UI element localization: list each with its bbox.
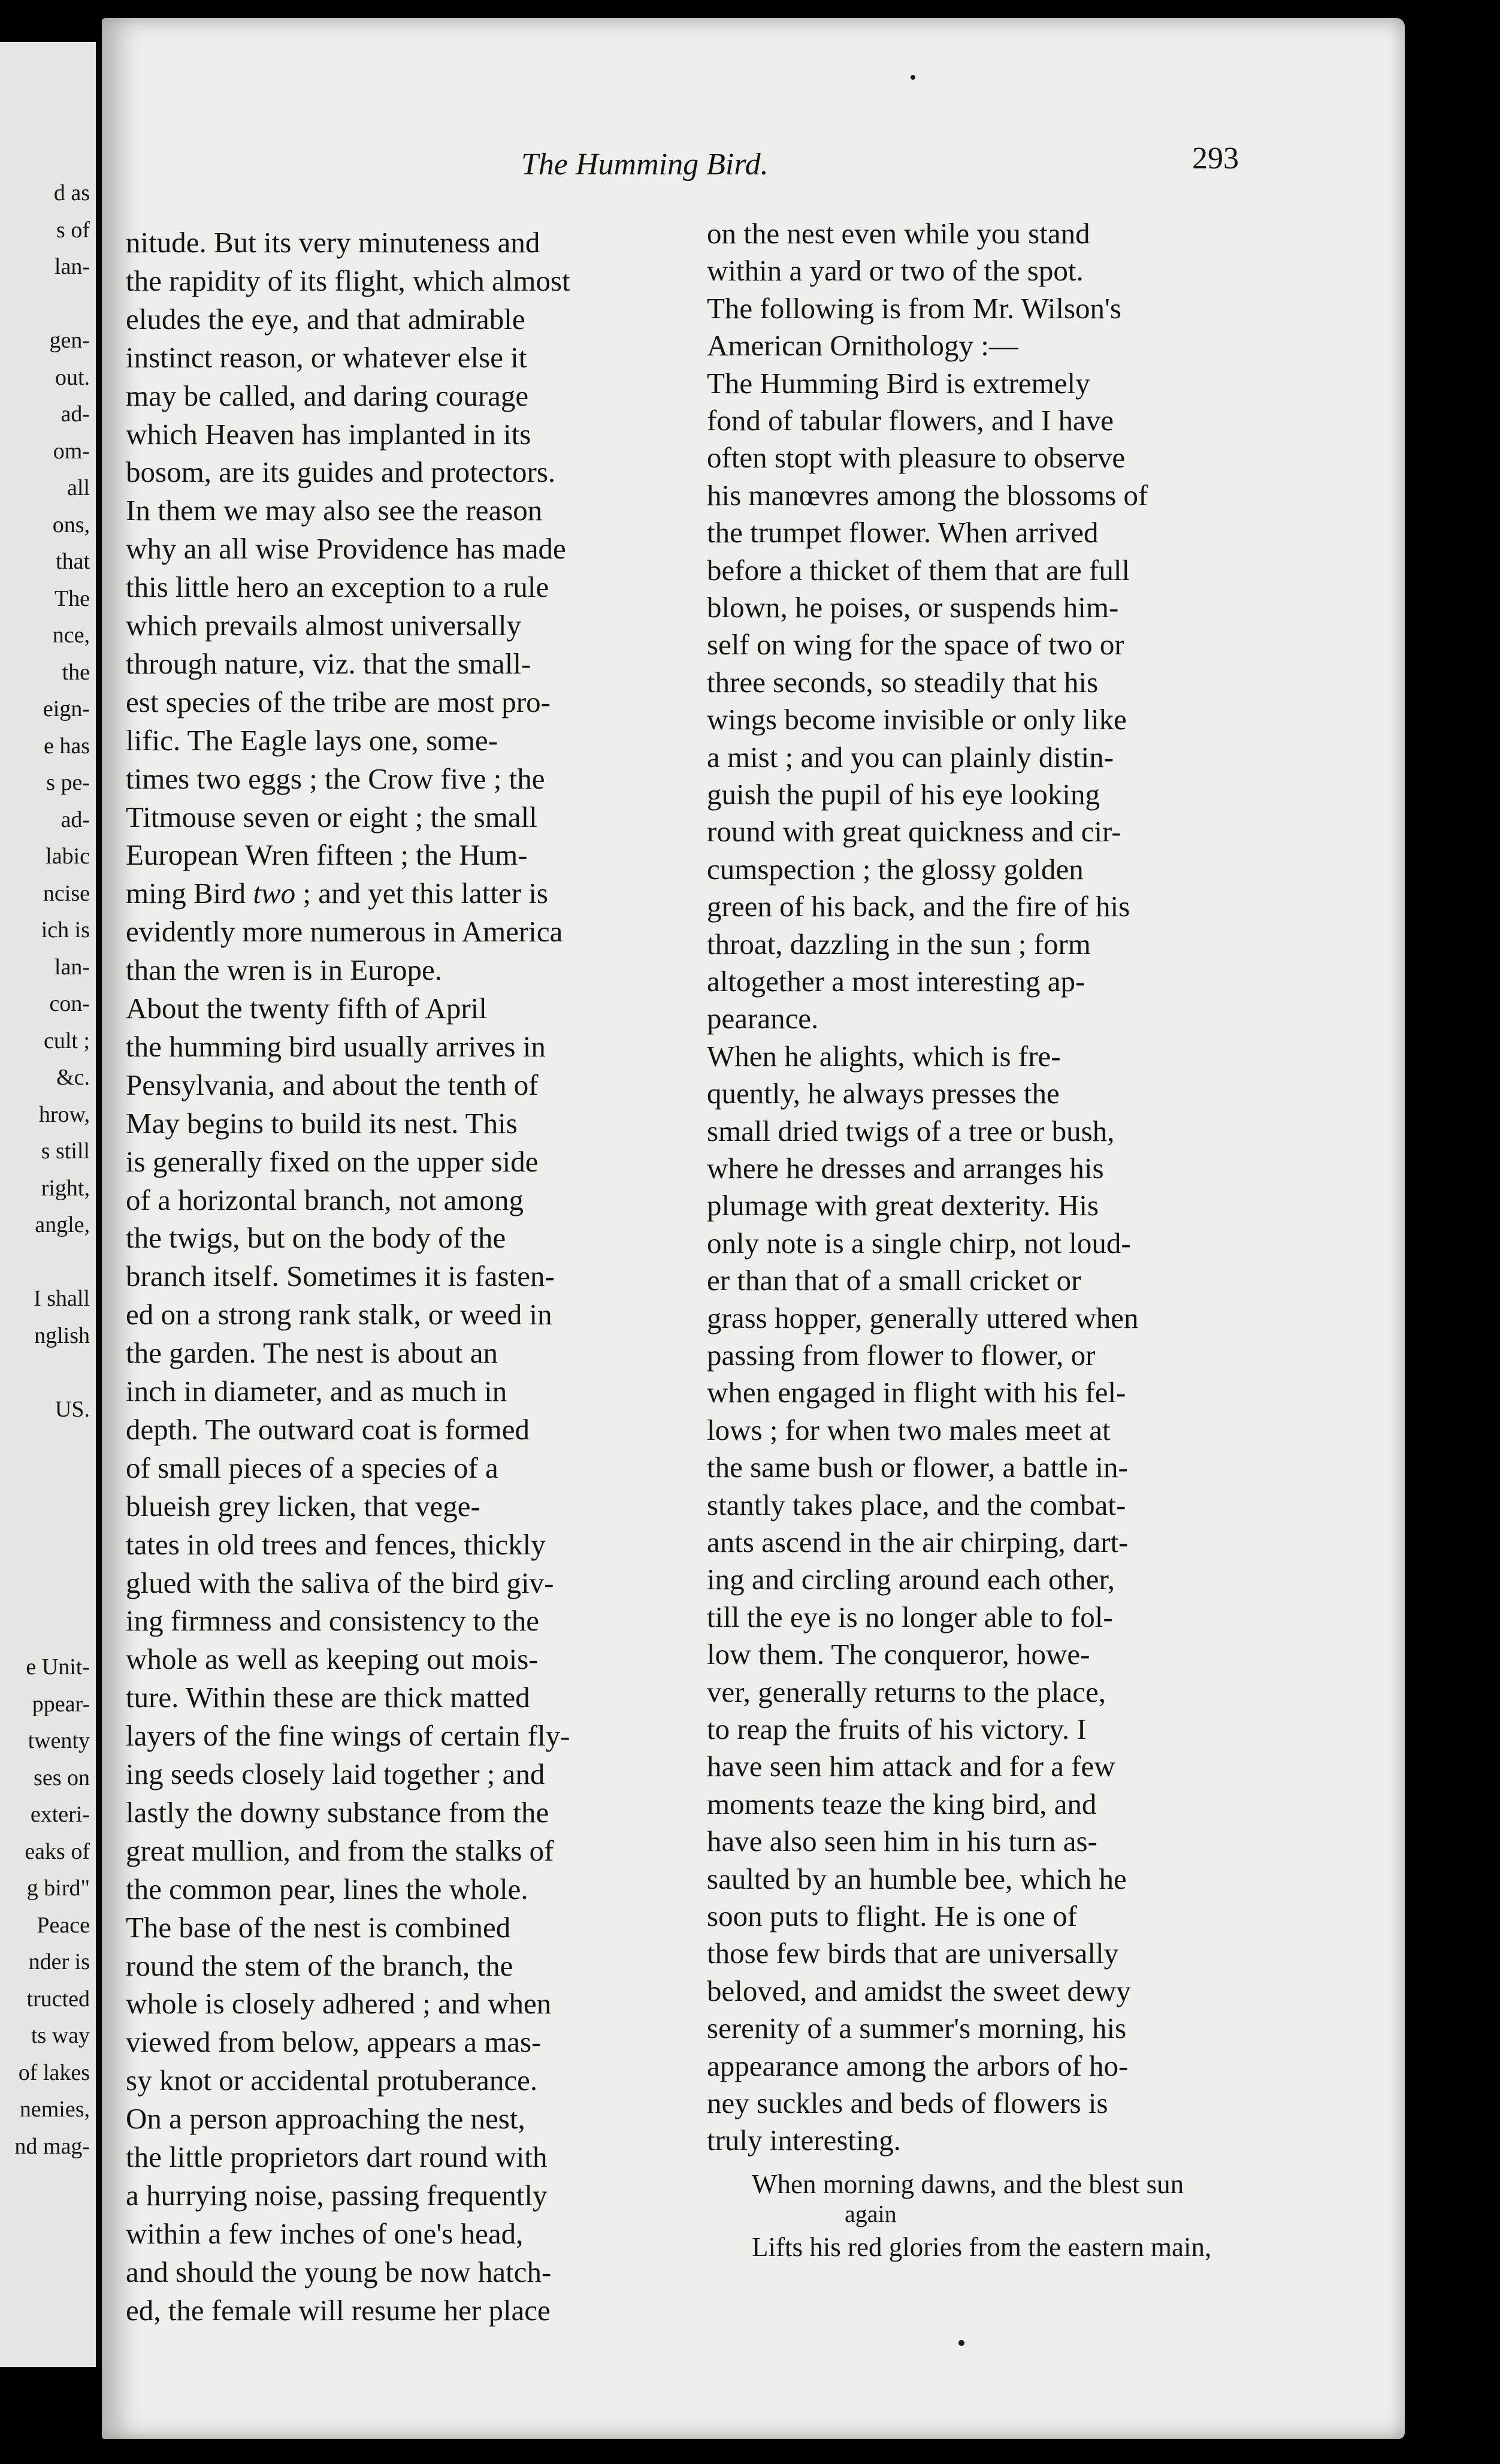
right-column-line: stantly takes place, and the combat- xyxy=(707,1488,1126,1521)
right-column-line: When he alights, which is fre- xyxy=(707,1039,1061,1073)
italic-word: two xyxy=(253,877,296,910)
facing-page-line: nemies, xyxy=(19,2097,90,2122)
right-column-line: cumspection ; the glossy golden xyxy=(707,852,1084,886)
left-column-line: may be called, and daring courage xyxy=(126,379,529,412)
right-column-line: self on wing for the space of two or xyxy=(707,628,1124,662)
running-title: The Humming Bird. xyxy=(521,147,769,182)
facing-page-line: ich is xyxy=(41,917,90,943)
facing-page-line: of lakes xyxy=(18,2060,90,2085)
left-column-line: Titmouse seven or eight ; the small xyxy=(126,800,537,834)
left-column-line: tates in old trees and fences, thickly xyxy=(126,1527,546,1561)
left-column-line: is generally fixed on the upper side xyxy=(126,1145,539,1178)
left-column-line: round the stem of the branch, the xyxy=(126,1949,513,1982)
facing-page-line: Peace xyxy=(37,1912,90,1938)
left-column-line: whole is closely adhered ; and when xyxy=(126,1987,552,2021)
right-column-line: within a yard or two of the spot. xyxy=(707,254,1084,288)
right-column-line: quently, he always presses the xyxy=(707,1077,1060,1110)
left-column-line: viewed from below, appears a mas- xyxy=(126,2025,542,2059)
right-column-line: his manœvres among the blossoms of xyxy=(707,478,1148,512)
facing-page-line: nd mag- xyxy=(14,2133,90,2159)
right-column-line: ants ascend in the air chirping, dart- xyxy=(707,1526,1129,1559)
facing-page-line: g bird" xyxy=(26,1876,90,1901)
right-column-line: wings become invisible or only like xyxy=(707,703,1127,736)
poem-line-1-continuation: again xyxy=(845,2200,897,2227)
right-column-line: throat, dazzling in the sun ; form xyxy=(707,927,1091,961)
left-column-line: of a horizontal branch, not among xyxy=(126,1183,524,1216)
left-column-line: whole as well as keeping out mois- xyxy=(126,1642,539,1676)
facing-page-line: out. xyxy=(55,364,90,390)
facing-page-line: nglish xyxy=(34,1322,90,1348)
right-column-line: only note is a single chirp, not loud- xyxy=(707,1226,1131,1260)
left-column-line: On a person approaching the nest, xyxy=(126,2102,525,2136)
right-column-line: passing from flower to flower, or xyxy=(707,1339,1096,1372)
right-column-line: green of his back, and the fire of his xyxy=(707,890,1130,923)
left-column-line: sy knot or accidental protuberance. xyxy=(126,2064,538,2097)
facing-page-line: s pe- xyxy=(46,770,90,795)
book-page xyxy=(102,18,1405,2439)
right-column-line: saulted by an humble bee, which he xyxy=(707,1862,1127,1895)
left-column-line: within a few inches of one's head, xyxy=(126,2217,524,2250)
left-column-line: evidently more numerous in America xyxy=(126,915,563,949)
left-column-line: the humming bird usually arrives in xyxy=(126,1029,546,1063)
left-column-line: ture. Within these are thick matted xyxy=(126,1681,530,1714)
facing-page-line: s still xyxy=(41,1139,90,1164)
facing-page-line: exteri- xyxy=(30,1802,90,1827)
right-column-line: ney suckles and beds of flowers is xyxy=(707,2086,1108,2119)
left-column-line: the twigs, but on the body of the xyxy=(126,1221,506,1255)
left-column-line: Pensylvania, and about the tenth of xyxy=(126,1068,539,1101)
left-column-line: European Wren fifteen ; the Hum- xyxy=(126,838,528,872)
left-column-line: the common pear, lines the whole. xyxy=(126,1872,528,1906)
left-column-line: May begins to build its nest. This xyxy=(126,1106,518,1140)
ink-speck xyxy=(958,2340,964,2346)
right-column-line: ing and circling around each other, xyxy=(707,1563,1115,1596)
facing-page-line: ad- xyxy=(61,401,90,427)
right-column-line: till the eye is no longer able to fol- xyxy=(707,1600,1113,1633)
right-column-line: to reap the fruits of his victory. I xyxy=(707,1713,1087,1746)
facing-page-line: ppear- xyxy=(32,1691,90,1717)
right-column-line: have seen him attack and for a few xyxy=(707,1750,1115,1783)
left-column-line: est species of the tribe are most pro- xyxy=(126,685,551,718)
right-column-line: appearance among the arbors of ho- xyxy=(707,2049,1129,2082)
facing-page-line: &c. xyxy=(56,1065,90,1090)
facing-page-line: lan- xyxy=(54,954,90,980)
facing-page-line: ts way xyxy=(31,2023,90,2048)
left-column-line: which prevails almost universally xyxy=(126,609,521,642)
facing-page-line: cult ; xyxy=(43,1028,90,1053)
left-column-line: lastly the downy substance from the xyxy=(126,1795,549,1829)
facing-page-line: right, xyxy=(41,1175,90,1201)
right-column-line: the same bush or flower, a battle in- xyxy=(707,1451,1128,1484)
facing-page-line: eaks of xyxy=(25,1838,90,1864)
left-column-line: instinct reason, or whatever else it xyxy=(126,340,527,374)
right-column-line: where he dresses and arranges his xyxy=(707,1152,1104,1185)
left-column-line: ing firmness and consistency to the xyxy=(126,1604,539,1638)
right-column-line: pearance. xyxy=(707,1002,819,1035)
left-column-line: great mullion, and from the stalks of xyxy=(126,1834,554,1867)
left-column-line: nitude. But its very minuteness and xyxy=(126,226,540,259)
poem-line-1: When morning dawns, and the blest sun xyxy=(752,2169,1184,2199)
facing-page-line: gen- xyxy=(49,328,90,353)
facing-page-line: ad- xyxy=(61,807,90,832)
left-column-line: why an all wise Providence has made xyxy=(126,532,566,566)
right-column-line: have also seen him in his turn as- xyxy=(707,1825,1097,1858)
right-column-line: guish the pupil of his eye looking xyxy=(707,778,1100,811)
facing-page-line: angle, xyxy=(35,1212,90,1237)
left-column-line: and should the young be now hatch- xyxy=(126,2255,552,2288)
left-column-line: depth. The outward coat is formed xyxy=(126,1412,530,1446)
facing-page-line: ons, xyxy=(52,512,90,538)
facing-page-fragment xyxy=(0,42,102,2367)
facing-page-line: nder is xyxy=(28,1949,90,1974)
facing-page-line: labic xyxy=(46,844,90,869)
left-column-line: ed on a strong rank stalk, or weed in xyxy=(126,1298,552,1331)
left-column-line: branch itself. Sometimes it is fasten- xyxy=(126,1260,555,1293)
facing-page-line: The xyxy=(54,585,90,611)
left-column-line: which Heaven has implanted in its xyxy=(126,417,531,451)
left-column-line: About the twenty fifth of April xyxy=(126,992,487,1025)
right-column-line: often stopt with pleasure to observe xyxy=(707,441,1126,475)
facing-page-line: that xyxy=(56,549,90,574)
facing-page-line: om- xyxy=(53,438,90,464)
left-column-line: In them we may also see the reason xyxy=(126,494,543,527)
right-column-line: truly interesting. xyxy=(707,2124,901,2157)
left-column-line: lific. The Eagle lays one, some- xyxy=(126,723,498,757)
facing-page-line: ncise xyxy=(43,880,90,906)
left-column-line: than the wren is in Europe. xyxy=(126,953,442,987)
right-column-line: lows ; for when two males meet at xyxy=(707,1413,1111,1447)
right-column-line: fond of tabular flowers, and I have xyxy=(707,404,1114,437)
right-column-line: three seconds, so steadily that his xyxy=(707,665,1099,699)
left-column-line: through nature, viz. that the small- xyxy=(126,647,531,680)
right-column-line: ver, generally returns to the place, xyxy=(707,1675,1106,1708)
facing-page-line: lan- xyxy=(54,254,90,279)
left-column-line: this little hero an exception to a rule xyxy=(126,570,549,604)
right-column-line: blown, he poises, or suspends him- xyxy=(707,591,1119,624)
right-column-line: the trumpet flower. When arrived xyxy=(707,516,1099,549)
right-column-line: moments teaze the king bird, and xyxy=(707,1787,1097,1820)
right-column-line: The following is from Mr. Wilson's xyxy=(707,291,1121,325)
left-column-line: eludes the eye, and that admirable xyxy=(126,302,525,336)
left-column-line: the garden. The nest is about an xyxy=(126,1336,498,1370)
facing-page-line: US. xyxy=(55,1396,90,1422)
facing-page-line: e Unit- xyxy=(26,1654,90,1680)
right-column-line: those few birds that are universally xyxy=(707,1937,1119,1970)
facing-page-line: tructed xyxy=(26,1986,90,2012)
facing-page-line: con- xyxy=(49,991,90,1016)
left-column-line: a hurrying noise, passing frequently xyxy=(126,2178,548,2212)
facing-page-line: eign- xyxy=(43,696,90,721)
left-column-line: ed, the female will resume her place xyxy=(126,2293,551,2327)
right-column-line: altogether a most interesting ap- xyxy=(707,965,1085,998)
left-column-line: the little proprietors dart round with xyxy=(126,2140,548,2173)
left-column-line: times two eggs ; the Crow five ; the xyxy=(126,762,545,795)
left-column-line: ing seeds closely laid together ; and xyxy=(126,1758,545,1790)
right-column-line: er than that of a small cricket or xyxy=(707,1264,1081,1297)
facing-page-line: all xyxy=(67,475,90,500)
right-column-line: a mist ; and you can plainly distin- xyxy=(707,740,1114,774)
facing-page-line: s of xyxy=(56,217,90,243)
right-column-line: plumage with great dexterity. His xyxy=(707,1189,1099,1222)
right-column-line: soon puts to flight. He is one of xyxy=(707,1900,1077,1932)
poem-line-2: Lifts his red glories from the eastern main, xyxy=(752,2232,1212,2262)
right-column-line: round with great quickness and cir- xyxy=(707,815,1121,848)
left-column-line: The base of the nest is combined xyxy=(126,1910,511,1944)
right-column-line: The Humming Bird is extremely xyxy=(707,366,1090,400)
right-column-line: before a thicket of them that are full xyxy=(707,553,1130,587)
facing-page-line: ses on xyxy=(34,1765,90,1790)
facing-page-line: nce, xyxy=(52,623,90,648)
left-column-line: ming Bird two ; and yet this latter is xyxy=(126,877,548,910)
facing-page-line: I shall xyxy=(34,1286,90,1311)
left-column-line: inch in diameter, and as much in xyxy=(126,1375,507,1408)
facing-page-line: d as xyxy=(53,180,90,206)
page-number: 293 xyxy=(1192,141,1239,176)
right-column-line: on the nest even while you stand xyxy=(707,217,1090,250)
right-column-line: beloved, and amidst the sweet dewy xyxy=(707,1974,1131,2007)
left-column-line: the rapidity of its flight, which almost xyxy=(126,264,570,297)
left-column-line: of small pieces of a species of a xyxy=(126,1451,498,1484)
right-column-line: small dried twigs of a tree or bush, xyxy=(707,1114,1115,1148)
facing-page-line: twenty xyxy=(28,1728,90,1753)
facing-page-line: the xyxy=(62,659,90,685)
right-column-line: when engaged in flight with his fel- xyxy=(707,1376,1126,1409)
right-column-line: serenity of a summer's morning, his xyxy=(707,2012,1127,2045)
right-column-line: low them. The conqueror, howe- xyxy=(707,1638,1090,1671)
facing-page-line: hrow, xyxy=(38,1101,90,1127)
left-column-line: layers of the fine wings of certain fly- xyxy=(126,1719,570,1753)
left-column-line: bosom, are its guides and protectors. xyxy=(126,455,556,489)
left-column-line: glued with the saliva of the bird giv- xyxy=(126,1566,554,1599)
facing-page-line: e has xyxy=(43,733,90,759)
right-column-line: American Ornithology :— xyxy=(707,329,1018,363)
ink-speck xyxy=(911,75,915,80)
right-column-line: grass hopper, generally uttered when xyxy=(707,1301,1139,1334)
left-column-line: blueish grey licken, that vege- xyxy=(126,1489,480,1523)
